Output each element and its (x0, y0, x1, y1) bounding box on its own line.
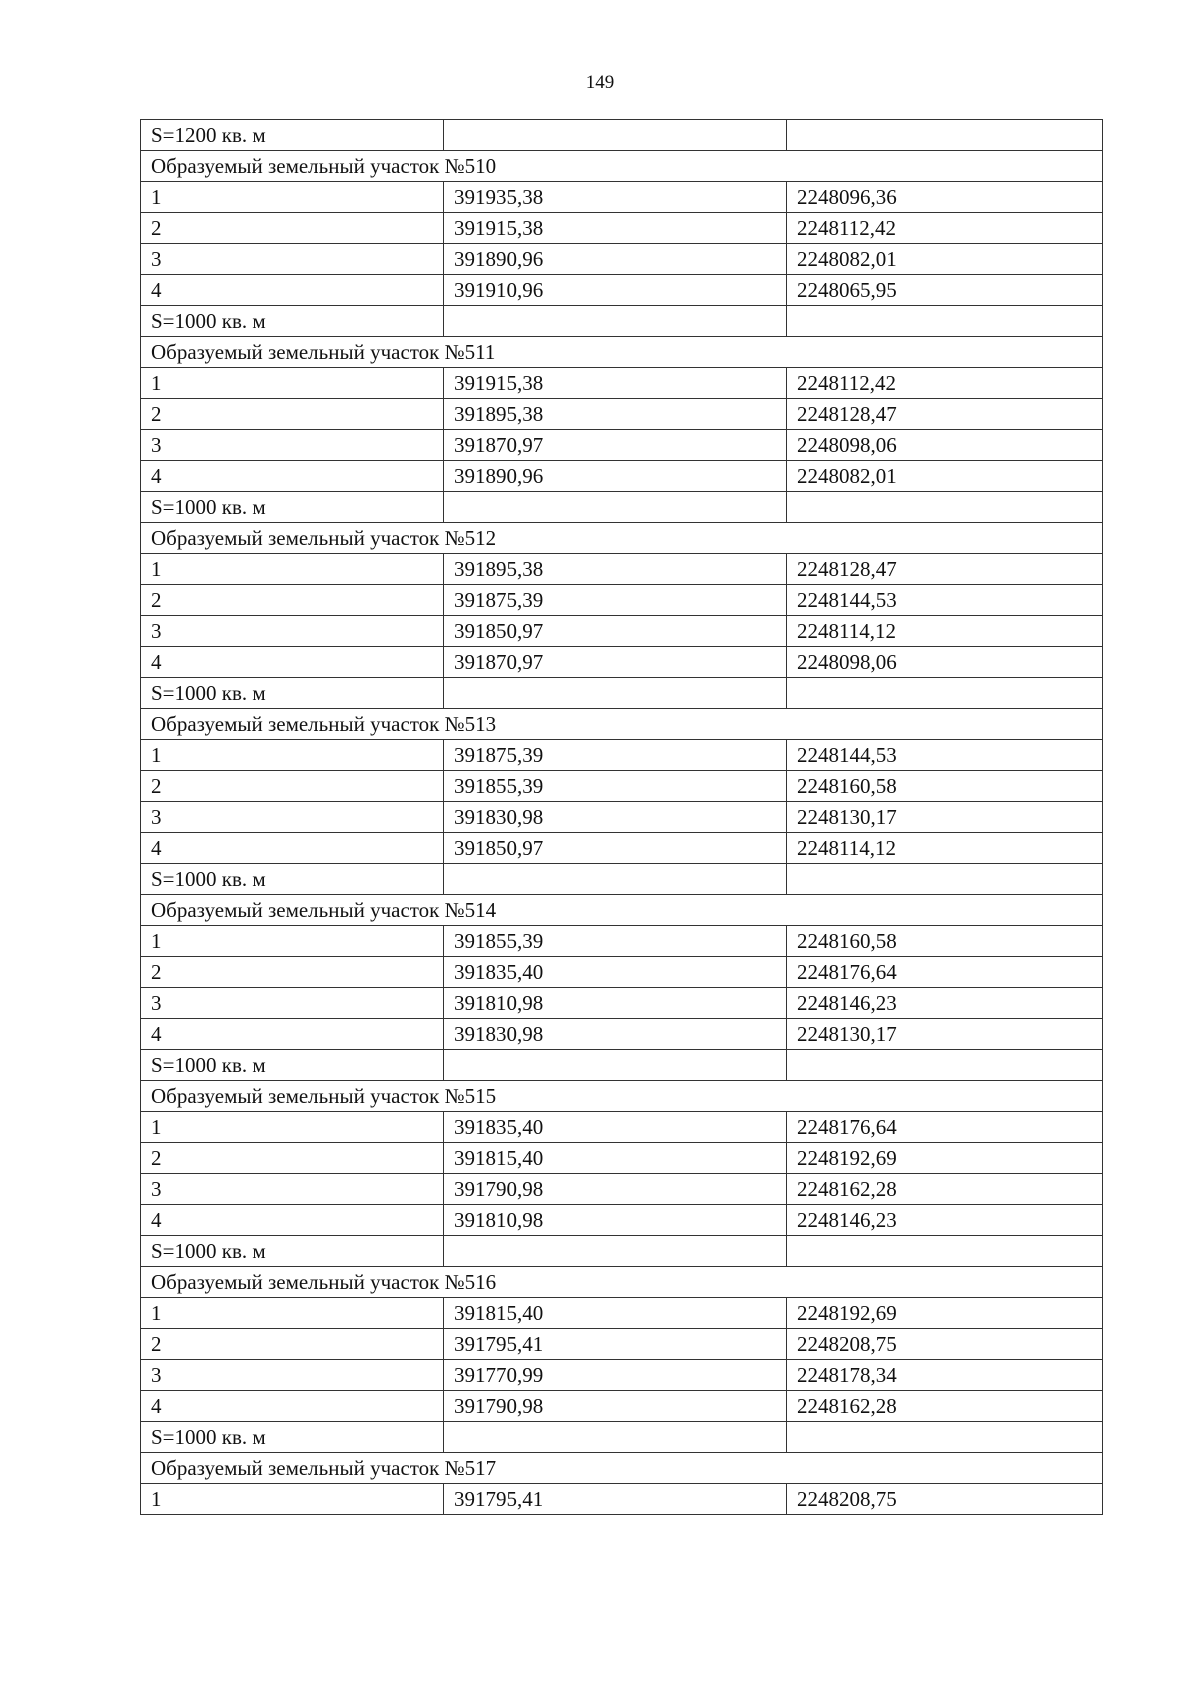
coord-y: 2248112,42 (787, 368, 1103, 399)
point-number: 4 (141, 833, 444, 864)
point-row (141, 585, 1103, 616)
empty-cell (787, 492, 1103, 523)
parcel-area: S=1000 кв. м (141, 1050, 444, 1081)
area-row (141, 678, 1103, 709)
point-row (141, 957, 1103, 988)
coord-y: 2248096,36 (787, 182, 1103, 213)
empty-cell (444, 1422, 787, 1453)
point-row (141, 1205, 1103, 1236)
parcel-area: S=1000 кв. м (141, 1236, 444, 1267)
parcel-title: Образуемый земельный участок №516 (141, 1267, 1103, 1298)
point-row (141, 182, 1103, 213)
point-row (141, 1360, 1103, 1391)
point-row (141, 1298, 1103, 1329)
point-number: 3 (141, 988, 444, 1019)
point-row (141, 213, 1103, 244)
point-row (141, 1484, 1103, 1515)
empty-cell (787, 1236, 1103, 1267)
coord-x: 391795,41 (444, 1329, 787, 1360)
page-number: 149 (585, 72, 615, 93)
coord-y: 2248192,69 (787, 1143, 1103, 1174)
empty-cell (444, 306, 787, 337)
coord-x: 391875,39 (444, 585, 787, 616)
point-number: 3 (141, 244, 444, 275)
coord-x: 391915,38 (444, 213, 787, 244)
coord-y: 2248160,58 (787, 926, 1103, 957)
point-number: 4 (141, 1205, 444, 1236)
coord-x: 391935,38 (444, 182, 787, 213)
area-row (141, 1236, 1103, 1267)
area-row (141, 306, 1103, 337)
coord-y: 2248176,64 (787, 957, 1103, 988)
point-row (141, 926, 1103, 957)
coord-y: 2248098,06 (787, 647, 1103, 678)
point-number: 2 (141, 771, 444, 802)
point-row (141, 368, 1103, 399)
coord-y: 2248112,42 (787, 213, 1103, 244)
coord-x: 391815,40 (444, 1143, 787, 1174)
coord-y: 2248178,34 (787, 1360, 1103, 1391)
point-row (141, 1391, 1103, 1422)
coord-x: 391790,98 (444, 1391, 787, 1422)
point-row (141, 740, 1103, 771)
parcel-area: S=1000 кв. м (141, 306, 444, 337)
parcel-title-row (141, 1081, 1103, 1112)
point-number: 3 (141, 1174, 444, 1205)
point-row (141, 1019, 1103, 1050)
coord-y: 2248144,53 (787, 740, 1103, 771)
parcel-title-row (141, 337, 1103, 368)
point-number: 1 (141, 1112, 444, 1143)
point-number: 1 (141, 1298, 444, 1329)
point-number: 2 (141, 213, 444, 244)
parcel-title: Образуемый земельный участок №513 (141, 709, 1103, 740)
point-number: 1 (141, 368, 444, 399)
coord-y: 2248160,58 (787, 771, 1103, 802)
parcel-title: Образуемый земельный участок №512 (141, 523, 1103, 554)
coord-x: 391830,98 (444, 1019, 787, 1050)
coord-y: 2248114,12 (787, 616, 1103, 647)
point-row (141, 1143, 1103, 1174)
point-row (141, 771, 1103, 802)
area-row (141, 120, 1103, 151)
coord-x: 391895,38 (444, 399, 787, 430)
coord-y: 2248208,75 (787, 1329, 1103, 1360)
parcel-area: S=1000 кв. м (141, 1422, 444, 1453)
coordinates-table-body (141, 120, 1103, 1515)
empty-cell (787, 1422, 1103, 1453)
coord-y: 2248208,75 (787, 1484, 1103, 1515)
coord-y: 2248130,17 (787, 1019, 1103, 1050)
empty-cell (444, 120, 787, 151)
coord-x: 391870,97 (444, 430, 787, 461)
coord-x: 391890,96 (444, 244, 787, 275)
parcel-area: S=1000 кв. м (141, 864, 444, 895)
point-number: 2 (141, 1143, 444, 1174)
point-number: 1 (141, 554, 444, 585)
point-number: 1 (141, 740, 444, 771)
coord-x: 391870,97 (444, 647, 787, 678)
coord-y: 2248082,01 (787, 244, 1103, 275)
parcel-title: Образуемый земельный участок №510 (141, 151, 1103, 182)
coord-x: 391790,98 (444, 1174, 787, 1205)
coord-x: 391830,98 (444, 802, 787, 833)
coord-y: 2248146,23 (787, 1205, 1103, 1236)
coord-y: 2248162,28 (787, 1391, 1103, 1422)
coord-y: 2248192,69 (787, 1298, 1103, 1329)
point-row (141, 1112, 1103, 1143)
empty-cell (787, 306, 1103, 337)
coord-y: 2248176,64 (787, 1112, 1103, 1143)
coord-x: 391855,39 (444, 771, 787, 802)
coord-x: 391915,38 (444, 368, 787, 399)
point-number: 3 (141, 1360, 444, 1391)
point-row (141, 399, 1103, 430)
coord-x: 391795,41 (444, 1484, 787, 1515)
point-row (141, 430, 1103, 461)
point-number: 2 (141, 585, 444, 616)
area-row (141, 1422, 1103, 1453)
point-number: 4 (141, 1019, 444, 1050)
point-row (141, 275, 1103, 306)
area-row (141, 864, 1103, 895)
point-row (141, 1329, 1103, 1360)
point-number: 3 (141, 802, 444, 833)
point-number: 4 (141, 647, 444, 678)
coord-y: 2248162,28 (787, 1174, 1103, 1205)
coord-y: 2248082,01 (787, 461, 1103, 492)
coord-y: 2248065,95 (787, 275, 1103, 306)
parcel-title: Образуемый земельный участок №515 (141, 1081, 1103, 1112)
point-row (141, 833, 1103, 864)
empty-cell (444, 864, 787, 895)
point-row (141, 616, 1103, 647)
coord-x: 391810,98 (444, 988, 787, 1019)
point-number: 1 (141, 926, 444, 957)
coord-x: 391835,40 (444, 1112, 787, 1143)
point-number: 3 (141, 616, 444, 647)
coord-x: 391770,99 (444, 1360, 787, 1391)
parcel-title-row (141, 895, 1103, 926)
point-number: 4 (141, 275, 444, 306)
coord-x: 391850,97 (444, 833, 787, 864)
coord-x: 391850,97 (444, 616, 787, 647)
coord-x: 391910,96 (444, 275, 787, 306)
empty-cell (444, 678, 787, 709)
coord-x: 391855,39 (444, 926, 787, 957)
coord-y: 2248098,06 (787, 430, 1103, 461)
parcel-area: S=1000 кв. м (141, 678, 444, 709)
parcel-area: S=1000 кв. м (141, 492, 444, 523)
point-number: 2 (141, 399, 444, 430)
point-row (141, 802, 1103, 833)
parcel-title-row (141, 709, 1103, 740)
point-row (141, 244, 1103, 275)
coord-y: 2248128,47 (787, 399, 1103, 430)
point-number: 2 (141, 957, 444, 988)
point-number: 4 (141, 461, 444, 492)
coord-y: 2248128,47 (787, 554, 1103, 585)
coordinates-table (140, 119, 1103, 1515)
area-row (141, 492, 1103, 523)
parcel-title: Образуемый земельный участок №514 (141, 895, 1103, 926)
empty-cell (787, 120, 1103, 151)
empty-cell (444, 492, 787, 523)
coord-x: 391895,38 (444, 554, 787, 585)
empty-cell (444, 1236, 787, 1267)
parcel-title: Образуемый земельный участок №511 (141, 337, 1103, 368)
point-number: 1 (141, 1484, 444, 1515)
point-number: 4 (141, 1391, 444, 1422)
coord-x: 391810,98 (444, 1205, 787, 1236)
coord-x: 391875,39 (444, 740, 787, 771)
point-row (141, 647, 1103, 678)
empty-cell (787, 864, 1103, 895)
coord-y: 2248114,12 (787, 833, 1103, 864)
point-number: 3 (141, 430, 444, 461)
parcel-area: S=1200 кв. м (141, 120, 444, 151)
coord-y: 2248130,17 (787, 802, 1103, 833)
parcel-title-row (141, 523, 1103, 554)
empty-cell (444, 1050, 787, 1081)
coord-x: 391890,96 (444, 461, 787, 492)
parcel-title-row (141, 151, 1103, 182)
point-row (141, 988, 1103, 1019)
point-number: 2 (141, 1329, 444, 1360)
point-row (141, 1174, 1103, 1205)
area-row (141, 1050, 1103, 1081)
empty-cell (787, 678, 1103, 709)
parcel-title-row (141, 1267, 1103, 1298)
coord-x: 391835,40 (444, 957, 787, 988)
point-row (141, 461, 1103, 492)
point-number: 1 (141, 182, 444, 213)
parcel-title: Образуемый земельный участок №517 (141, 1453, 1103, 1484)
empty-cell (787, 1050, 1103, 1081)
parcel-title-row (141, 1453, 1103, 1484)
coord-y: 2248146,23 (787, 988, 1103, 1019)
coord-x: 391815,40 (444, 1298, 787, 1329)
point-row (141, 554, 1103, 585)
coord-y: 2248144,53 (787, 585, 1103, 616)
